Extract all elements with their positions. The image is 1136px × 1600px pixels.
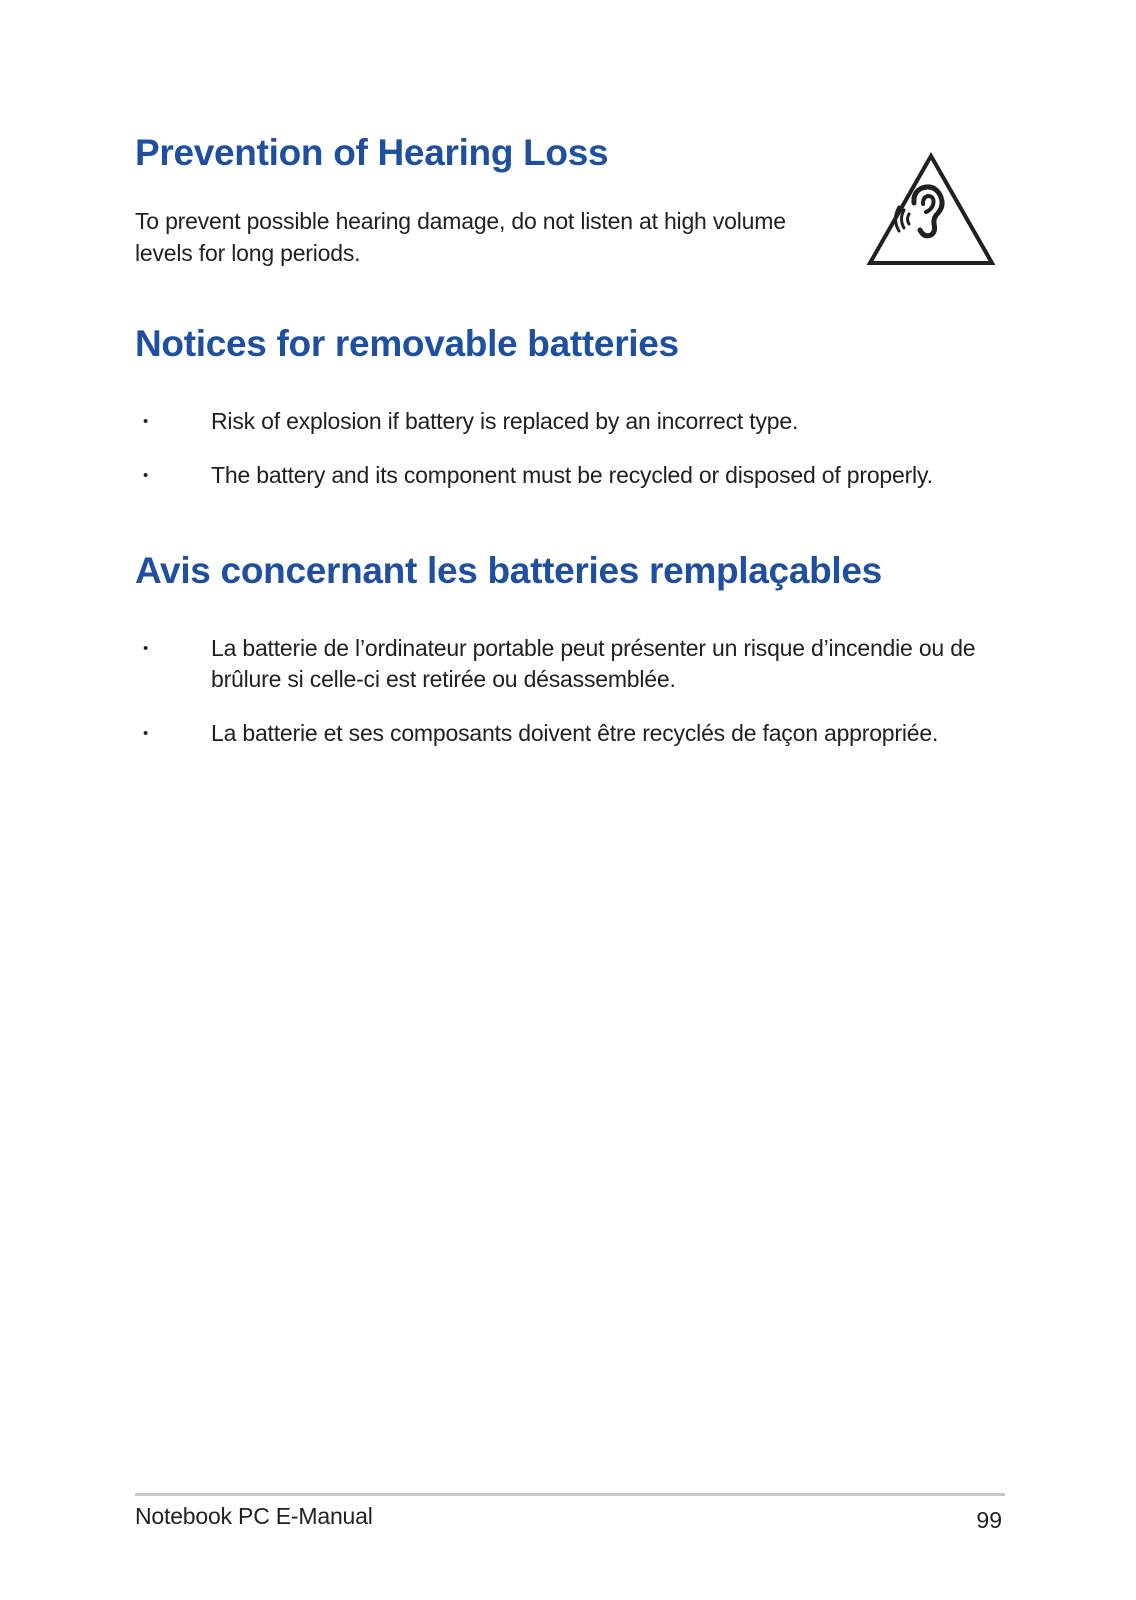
battery-notices-list <box>135 406 1015 514</box>
bullet: • <box>143 467 149 484</box>
avis-batteries-list <box>135 633 1015 772</box>
list-item-text: Risk of explosion if battery is replaced by an incorrect type. <box>211 408 799 434</box>
list-item-text: La batterie et ses composants doivent être recyclés de façon appropriée. <box>211 720 939 746</box>
footer-manual-title: Notebook PC E-Manual <box>135 1503 373 1529</box>
list-item <box>135 718 1015 749</box>
heading-hearing-loss: Prevention of Hearing Loss <box>135 132 609 173</box>
list-item <box>135 406 1015 437</box>
footer-divider <box>135 1493 1005 1496</box>
bullet: • <box>143 640 149 657</box>
heading-batteries-remplacables: Avis concernant les batteries remplaçables <box>135 550 882 591</box>
list-item <box>135 633 1015 695</box>
bullet: • <box>143 413 149 430</box>
footer-page-number: 99 <box>976 1507 1002 1533</box>
hearing-loss-paragraph: To prevent possible hearing damage, do not listen at high volume levels for long periods. <box>135 208 786 266</box>
heading-removable-batteries: Notices for removable batteries <box>135 323 679 364</box>
list-item-text: The battery and its component must be recycled or disposed of properly. <box>211 462 933 488</box>
hearing-warning-icon <box>866 152 996 268</box>
list-item-text: La batterie de l’ordinateur portable peut présenter un risque d’incendie ou de brûlure si celle-ci est retirée ou désassemblée. <box>211 635 976 692</box>
list-item <box>135 460 1015 491</box>
bullet: • <box>143 725 149 742</box>
